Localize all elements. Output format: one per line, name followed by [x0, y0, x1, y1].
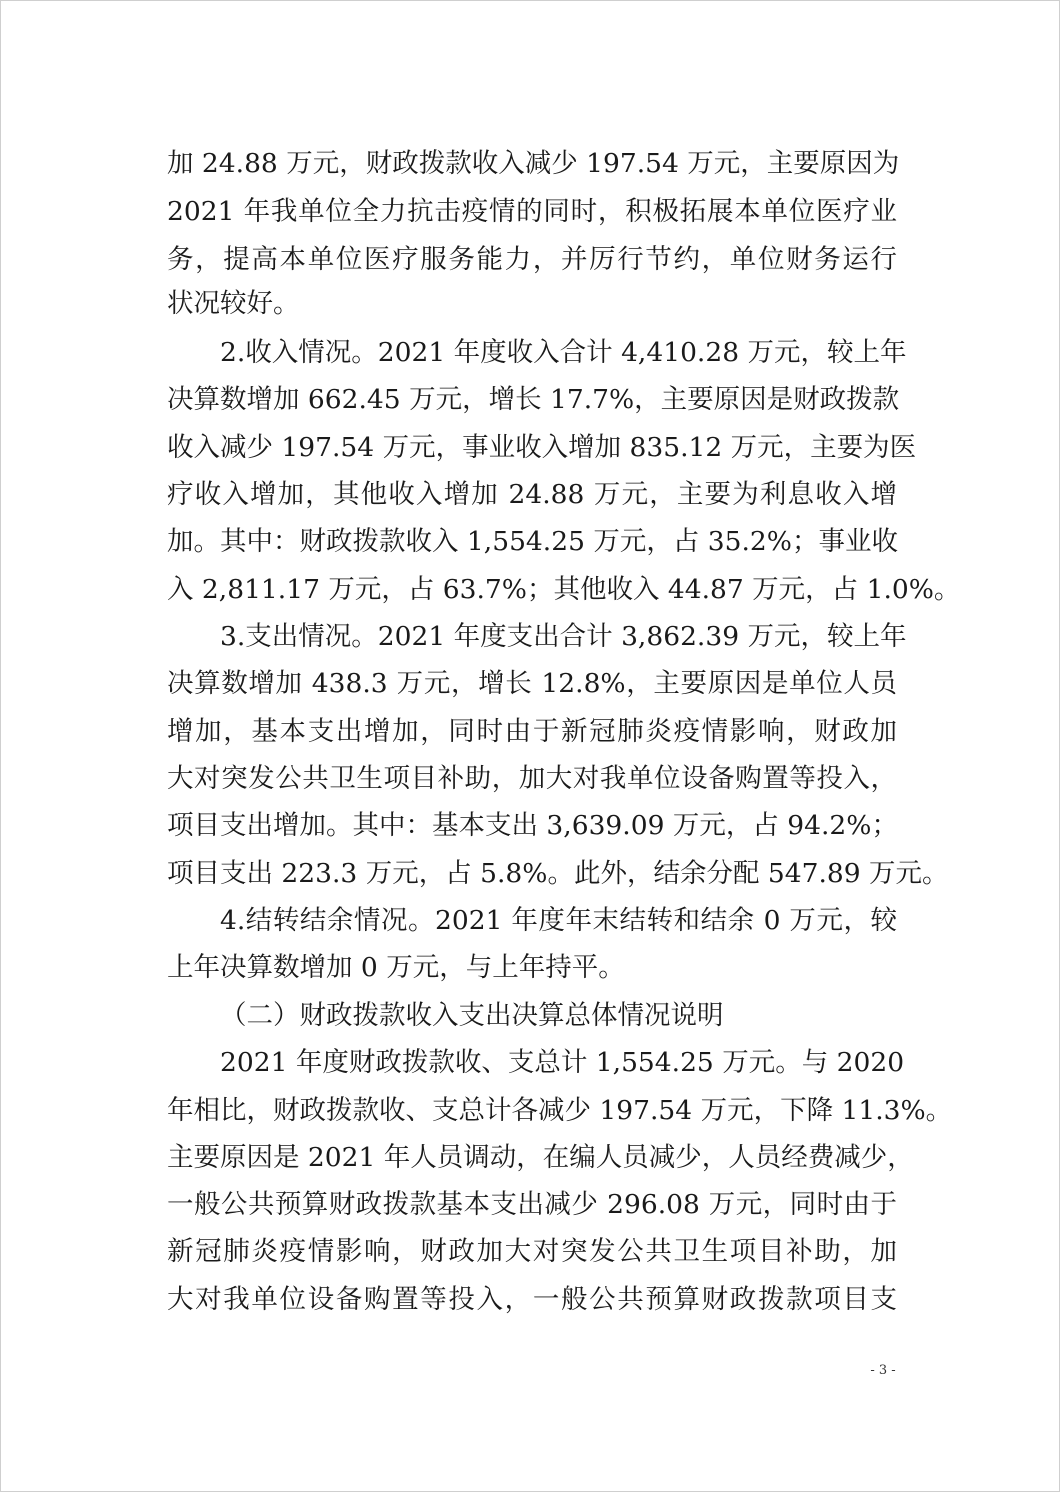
- paragraph-line: 状况较好。: [167, 288, 300, 319]
- fiscal-paragraph-line: 大对我单位设备购置等投入，一般公共预算财政拨款项目支: [167, 1284, 897, 1315]
- paragraph-line: 务，提高本单位医疗服务能力，并厉行节约，单位财务运行: [167, 244, 897, 275]
- expenditure-paragraph-line: 项目支出 223.3 万元，占 5.8%。此外，结余分配 547.89 万元。: [167, 858, 949, 889]
- income-paragraph-line: 入 2,811.17 万元，占 63.7%；其他收入 44.87 万元，占 1.0%。: [167, 574, 961, 605]
- income-paragraph-line: 疗收入增加，其他收入增加 24.88 万元，主要为利息收入增: [167, 479, 897, 510]
- income-paragraph-line: 收入减少 197.54 万元，事业收入增加 835.12 万元，主要为医: [167, 432, 917, 463]
- fiscal-paragraph-line: 新冠肺炎疫情影响，财政加大对突发公共卫生项目补助，加: [167, 1236, 897, 1267]
- carryover-paragraph-line: 上年决算数增加 0 万元，与上年持平。: [167, 952, 625, 983]
- paragraph-line: 加 24.88 万元，财政拨款收入减少 197.54 万元，主要原因为: [167, 148, 900, 179]
- expenditure-paragraph-line: 增加，基本支出增加，同时由于新冠肺炎疫情影响，财政加: [167, 716, 897, 747]
- section-heading: （二）财政拨款收入支出决算总体情况说明: [220, 1000, 724, 1031]
- expenditure-paragraph-line: 3.支出情况。2021 年度支出合计 3,862.39 万元，较上年: [220, 621, 907, 652]
- fiscal-paragraph-line: 一般公共预算财政拨款基本支出减少 296.08 万元，同时由于: [167, 1189, 897, 1220]
- income-paragraph-line: 决算数增加 662.45 万元，增长 17.7%，主要原因是财政拨款: [167, 384, 900, 415]
- carryover-paragraph-line: 4.结转结余情况。2021 年度年末结转和结余 0 万元，较: [220, 905, 897, 936]
- expenditure-paragraph-line: 大对突发公共卫生项目补助，加大对我单位设备购置等投入，: [167, 763, 897, 794]
- income-paragraph-line: 2.收入情况。2021 年度收入合计 4,410.28 万元，较上年: [220, 337, 907, 368]
- paragraph-line: 2021 年我单位全力抗击疫情的同时，积极拓展本单位医疗业: [167, 196, 897, 227]
- fiscal-paragraph-line: 年相比，财政拨款收、支总计各减少 197.54 万元，下降 11.3%。: [167, 1095, 953, 1126]
- income-paragraph-line: 加。其中：财政拨款收入 1,554.25 万元，占 35.2%；事业收: [167, 526, 898, 557]
- expenditure-paragraph-line: 项目支出增加。其中：基本支出 3,639.09 万元，占 94.2%；: [167, 810, 898, 841]
- page-number: - 3 -: [870, 1363, 896, 1378]
- fiscal-paragraph-line: 主要原因是 2021 年人员调动，在编人员减少，人员经费减少，: [167, 1142, 914, 1173]
- fiscal-paragraph-line: 2021 年度财政拨款收、支总计 1,554.25 万元。与 2020: [220, 1047, 905, 1078]
- expenditure-paragraph-line: 决算数增加 438.3 万元，增长 12.8%，主要原因是单位人员: [167, 668, 897, 699]
